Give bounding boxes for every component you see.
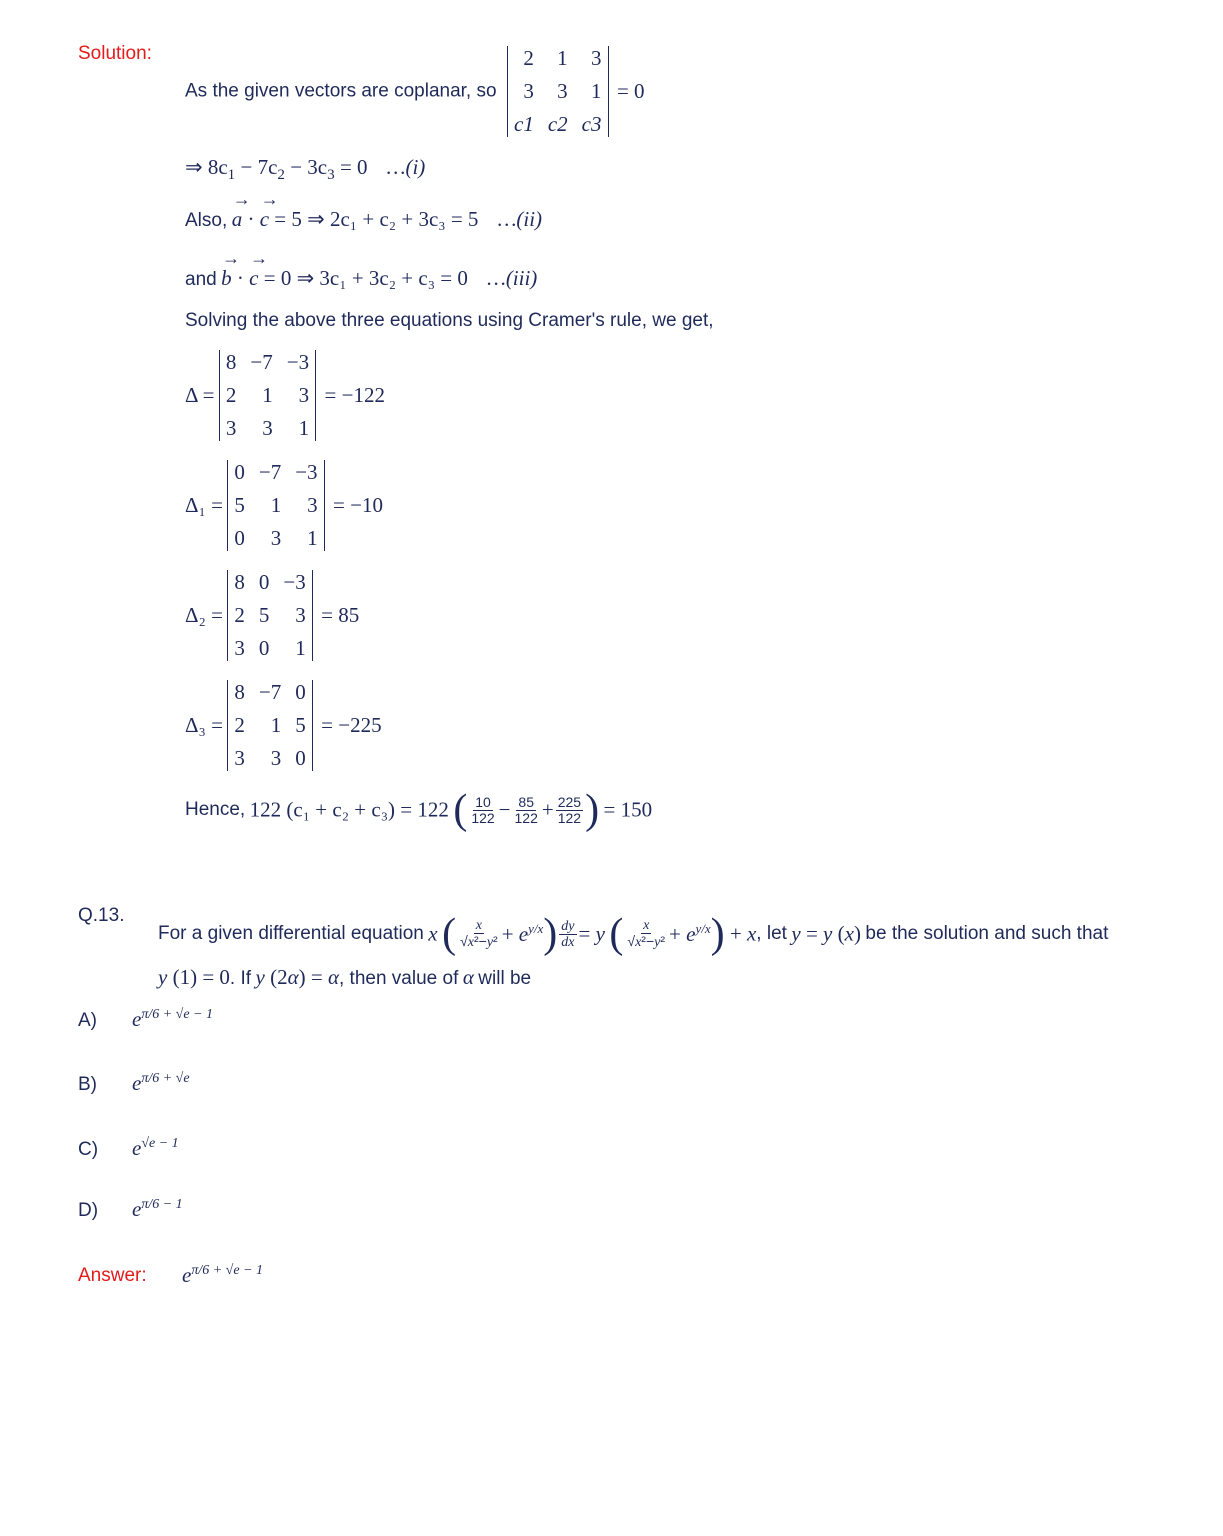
fraction-225-122: $\frac{225}{122}$ (557, 793, 582, 826)
delta3-determinant: 8 −7 0 2 1 5 3 3 0 (227, 680, 312, 771)
equation-2: Also, → a · → c = 5 ⇒ 2c₁ + c₂ + 3c₃ = 5 …(ii) (185, 207, 542, 232)
option-b-label[interactable]: B) (78, 1074, 97, 1095)
delta3-block: Δ₃ = 8 −7 0 2 1 5 3 3 0 = −225 (185, 680, 382, 770)
question-line-1: For a given differential equation x ( $\frac{x}{\text{√x²−y²}}$ + $e^{y/x}$) $\frac{dy}{dx}$ = y ( $\frac{x}{\text{√x²−y²}}$ + $e^{y/x}) + x$, let y = y (x) be the solution and such that (158, 911, 1109, 957)
equals-zero: = 0 (616, 79, 645, 103)
answer-label: Answer: (78, 1265, 147, 1286)
delta-block: Δ = 8 −7 −3 2 1 3 3 3 1 = −122 (185, 350, 385, 440)
option-d-label[interactable]: D) (78, 1200, 99, 1221)
option-b-expression[interactable]: eπ/6 + √e (132, 1071, 190, 1095)
equation-1: ⇒ $8c_1 - 7c_2 - 3c_3 = 0$ …(i) (185, 155, 426, 183)
vector-c-2: → c (249, 266, 258, 291)
equation-3: and → b · → c = 0 ⇒ 3c₁ + 3c₂ + c₃ = 0 …(iii) (185, 266, 537, 291)
question-number: Q.13. (78, 905, 125, 926)
option-c-label[interactable]: C) (78, 1139, 99, 1160)
option-d-expression[interactable]: eπ/6 − 1 (132, 1197, 183, 1221)
vector-a: → a (232, 207, 243, 232)
fraction-10-122: $\frac{10}{122}$ (471, 793, 495, 826)
option-a-expression[interactable]: eπ/6 + √e − 1 (132, 1007, 214, 1031)
delta1-block: Δ₁ = 0 −7 −3 5 1 3 0 3 1 = −10 (185, 460, 383, 550)
vector-c: → c (260, 207, 269, 232)
option-a-label[interactable]: A) (78, 1010, 97, 1031)
hence-line: Hence, 122 (c₁ + c₂ + c₃) = 122 ( $\frac{10}{122}$ − $\frac{85}{122}$ + $\frac{225}{122}$ ) = 150 (185, 787, 653, 833)
vector-b: → b (221, 266, 232, 291)
solution-label: Solution: (78, 43, 152, 64)
coplanar-line (185, 46, 645, 137)
fraction-85-122: $\frac{85}{122}$ (514, 793, 538, 826)
answer-expression: eπ/6 + √e − 1 (182, 1263, 264, 1287)
delta2-determinant: 8 0 −3 2 5 3 3 0 1 (227, 570, 312, 661)
question-line-2: y (1) = 0. If y (2α) = α, then value of α will be (158, 965, 532, 989)
cramer-text: Solving the above three equations using Cramer's rule, we get, (185, 310, 714, 331)
delta2-block: Δ₂ = 8 0 −3 2 5 3 3 0 1 = 85 (185, 570, 360, 660)
coplanar-determinant: 2 1 3 3 3 1 c1 c2 c3 (507, 46, 608, 137)
delta1-determinant: 0 −7 −3 5 1 3 0 3 1 (227, 460, 324, 551)
intro-text: As the given vectors are coplanar, so (185, 80, 497, 102)
option-c-expression[interactable]: e√e − 1 (132, 1136, 179, 1160)
delta-determinant: 8 −7 −3 2 1 3 3 3 1 (219, 350, 316, 441)
